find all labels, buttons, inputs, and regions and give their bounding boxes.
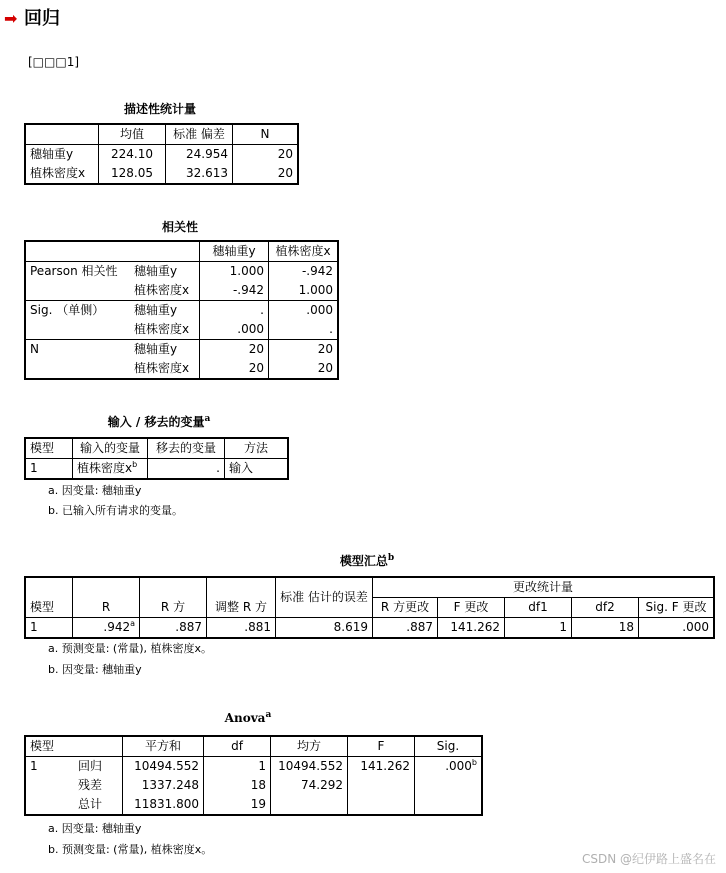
col-mean: 均值 xyxy=(99,124,166,145)
col-sd: 标准 偏差 xyxy=(166,124,233,145)
table-row: 植株密度x 128.05 32.613 20 xyxy=(25,164,298,184)
descriptives-table xyxy=(24,123,299,185)
table-row: 1 植株密度$x^b$ . 输入 xyxy=(25,459,288,480)
table-row: 植株密度x .000 . xyxy=(25,320,338,340)
col-n: N xyxy=(233,124,299,145)
entered-table: 模型 输入的变量 移去的变量 方法 1 植株密度$x^b$ . 输入 xyxy=(24,437,289,480)
anova-note-b: b. 预测变量: (常量), 植株密度x。 xyxy=(48,843,213,856)
anova-note-a: a. 因变量: 穗轴重y xyxy=(48,822,142,835)
descriptives-title: 描述性统计量 xyxy=(123,102,196,116)
table-row: 残差 1337.248 18 74.292 xyxy=(25,776,482,795)
model-summary-table: 模型 R R 方 调整 R 方 标准 估计的误差 更改统计量 R 方更改 F 更改 df1 df2 Sig. F 更改 1 .942$^a$ .887 .881 8.619 .887 141.262 1 18 .000 xyxy=(24,576,715,639)
correlations-table: 穗轴重y 植株密度x Pearson 相关性 穗轴重y 1.000 -.942 植株密度x -.942 1.000 Sig. （单侧） 穗轴重y . .000 植株密度x .000 . N 穗轴重y 20 20 植株密度x 20 20 xyxy=(24,240,339,380)
entered-title: 输入 / 移去的变量$^a$ xyxy=(107,414,211,429)
entered-note-a: a. 因变量: 穗轴重y xyxy=(48,484,142,497)
table-row: 1 回归 10494.552 1 10494.552 141.262 .000$^b$ xyxy=(25,757,482,777)
table-row: 穗轴重y 224.10 24.954 20 xyxy=(25,145,298,165)
table-row: 总计 11831.800 19 xyxy=(25,795,482,815)
table-row: Sig. （单侧） 穗轴重y . .000 xyxy=(25,301,338,321)
model-summary-note-b: b. 因变量: 穗轴重y xyxy=(48,663,142,676)
dataset-label: [□□□1] xyxy=(28,55,80,69)
anova-table: 模型 平方和 df 均方 F Sig. 1 回归 10494.552 1 10494.552 141.262 .000$^b$ 残差 1337.248 18 74.292 总计 11831.800 19 xyxy=(24,735,483,816)
entered-note-b: b. 已输入所有请求的变量。 xyxy=(48,504,183,517)
arrow-right-icon: ➡ xyxy=(4,9,18,28)
table-row: N 穗轴重y 20 20 xyxy=(25,340,338,360)
table-row: 植株密度x 20 20 xyxy=(25,359,338,379)
watermark: CSDN @纪伊路上盛名在 xyxy=(581,852,716,866)
correlations-title: 相关性 xyxy=(161,220,198,234)
anova-title: Anova$^a$ xyxy=(224,710,272,725)
model-summary-note-a: a. 预测变量: (常量), 植株密度x。 xyxy=(48,642,213,655)
table-row: Pearson 相关性 穗轴重y 1.000 -.942 xyxy=(25,262,338,282)
table-row: 植株密度x -.942 1.000 xyxy=(25,281,338,301)
page-title: 回归 xyxy=(24,8,60,29)
table-row: 1 .942$^a$ .887 .881 8.619 .887 141.262 1 18 .000 xyxy=(25,618,714,639)
model-summary-title: 模型汇总$^b$ xyxy=(339,553,395,568)
